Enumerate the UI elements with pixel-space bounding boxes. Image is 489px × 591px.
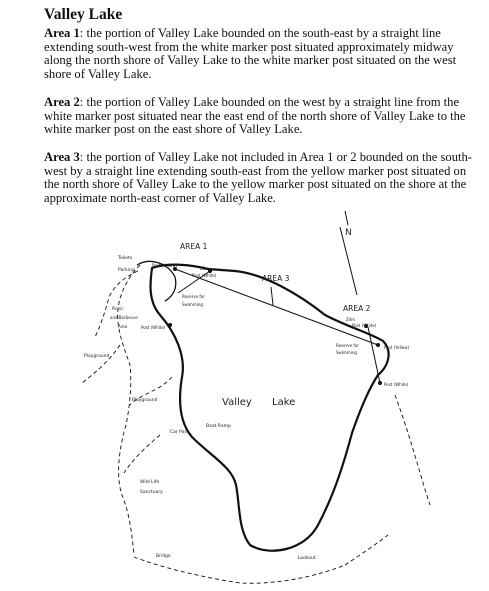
post-white-east-label-1: Post (White) bbox=[352, 323, 377, 328]
reserve-east-label-1: Reserve for bbox=[336, 343, 359, 348]
area-3-description bbox=[44, 151, 482, 205]
document-title: Valley Lake bbox=[44, 6, 123, 23]
post-white-north-label: Post (White) bbox=[192, 273, 217, 278]
twenty-m-east-label: 20m bbox=[346, 317, 355, 322]
north-label: N bbox=[345, 228, 352, 238]
bridge-label: Bridge bbox=[156, 554, 171, 559]
lookout-label: Lookout bbox=[298, 556, 316, 561]
area-2-description bbox=[44, 96, 482, 137]
post-white-west-label: Post (White) bbox=[141, 325, 166, 330]
area-2-label: Area 2 bbox=[44, 95, 80, 109]
wildlife-label-1: Wild Life bbox=[140, 480, 160, 485]
wildlife-label-2: Sanctuary bbox=[140, 490, 163, 495]
walking-tracks bbox=[82, 265, 430, 583]
twenty-m-north-label: 20m bbox=[200, 266, 209, 271]
area-1-label: Area 1 bbox=[44, 26, 80, 40]
lake-name-lake: Lake bbox=[272, 397, 296, 408]
area-1-description bbox=[44, 27, 482, 81]
map-area-2-label: AREA 2 bbox=[343, 304, 371, 313]
north-arrow-icon bbox=[340, 211, 357, 295]
area-2-text: : the portion of Valley Lake bounded on the west by a straight line from the white marker post situated near the east end of the north shore of Valley Lake to the white marker post on the east shore of Valley Lake. bbox=[44, 95, 466, 137]
playground-label-2: Playground bbox=[132, 398, 158, 403]
area-3-label: Area 3 bbox=[44, 150, 80, 164]
reserve-north-label-1: Reserve for bbox=[182, 294, 205, 299]
lake-map bbox=[0, 205, 489, 591]
reserve-north-label-2: Swimming bbox=[182, 302, 203, 307]
post-yellow-north-label: Post (Yellow) bbox=[152, 263, 178, 268]
marker-post-east-white-2 bbox=[378, 381, 382, 385]
map-area-1-label: AREA 1 bbox=[180, 242, 208, 251]
area-3-marker-tick bbox=[271, 287, 273, 305]
toilets-label: Toilets bbox=[118, 256, 133, 261]
picnic-label-2: and Barbecue bbox=[110, 315, 138, 320]
picnic-label-1: Picnic bbox=[112, 306, 124, 311]
map-area-3-label: AREA 3 bbox=[262, 274, 290, 283]
boat-ramp-label: Boat Ramp bbox=[206, 424, 231, 429]
area-1-text: : the portion of Valley Lake bounded on the south-east by a straight line extending south-west from the white marker post situated approximately midway along the north shore of Valley Lake to the white marker post situated on the west shore of Valley Lake. bbox=[44, 26, 457, 81]
picnic-label-3: Area bbox=[118, 324, 128, 329]
post-white-east-label-2: Post (White) bbox=[384, 382, 409, 387]
parking-label: Parking bbox=[118, 268, 135, 273]
playground-label-1: Playground bbox=[84, 354, 110, 359]
marker-post-east-yellow bbox=[376, 343, 380, 347]
reserve-east-label-2: Swimming bbox=[336, 350, 357, 355]
marker-post-west-white bbox=[168, 323, 172, 327]
area-3-text: : the portion of Valley Lake not included in Area 1 or 2 bounded on the south-west by a straight line extending south-east from the yellow marker post situated on the north shore of Valley Lake to the yellow marker post situated on the shore at the approximate north-east corner of Valley Lake. bbox=[44, 150, 472, 205]
lake-name-valley: Valley bbox=[222, 397, 252, 408]
post-yellow-east-label: Post (Yellow) bbox=[384, 345, 410, 350]
car-park-label: Car Park bbox=[170, 430, 189, 435]
